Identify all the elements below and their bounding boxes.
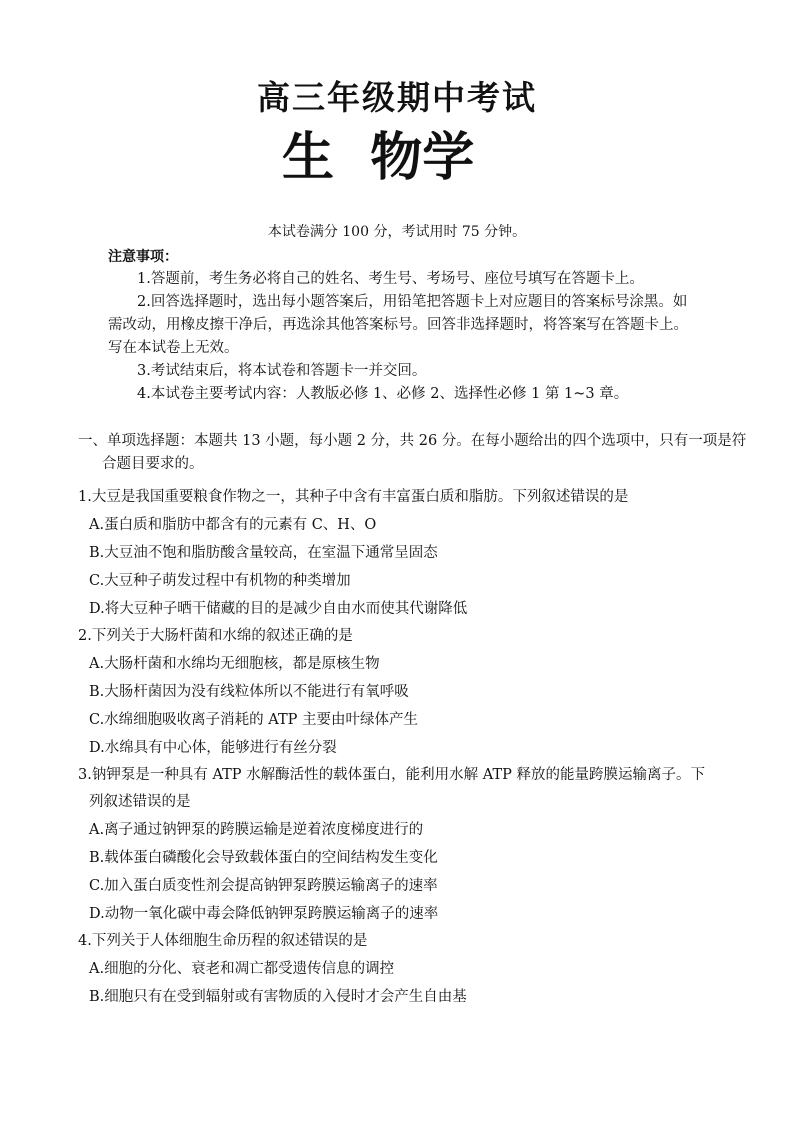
subject-title: 生 物学: [282, 128, 475, 188]
question-4: [78, 928, 718, 1011]
question-option-a: A.离子通过钠钾泵的跨膜运输是逆着浓度梯度进行的: [89, 822, 424, 838]
question-stem: 2.下列关于大肠杆菌和水绵的叙述正确的是: [78, 628, 353, 644]
section-instructions: 一、单项选择题：本题共 13 小题，每小题 2 分，共 26 分。在每小题给出的四个选项中，只有一项是符合题目要求的。: [78, 433, 747, 472]
section-header: [78, 430, 748, 476]
question-stem: 1.大豆是我国重要粮食作物之一，其种子中含有丰富蛋白质和脂肪。下列叙述错误的是: [78, 489, 629, 505]
question-option-a: A.细胞的分化、衰老和凋亡都受遗传信息的调控: [89, 961, 395, 977]
exam-title: 高三年级期中考试: [257, 78, 537, 117]
notice-heading: 注意事项：: [108, 249, 178, 265]
question-option-d: D.动物一氧化碳中毒会降低钠钾泵跨膜运输离子的速率: [89, 906, 439, 922]
question-stem: 3.钠钾泵是一种具有 ATP 水解酶活性的载体蛋白，能利用水解 ATP 释放的能量跨膜运输离子。下列叙述错误的是: [78, 767, 705, 810]
question-1: [78, 484, 718, 623]
question-option-d: D.水绵具有中心体，能够进行有丝分裂: [89, 740, 337, 756]
question-option-c: C.水绵细胞吸收离子消耗的 ATP 主要由叶绿体产生: [89, 712, 419, 728]
question-stem: 4.下列关于人体细胞生命历程的叙述错误的是: [78, 933, 368, 949]
question-option-b: B.大肠杆菌因为没有线粒体所以不能进行有氧呼吸: [89, 684, 409, 700]
score-info: 本试卷满分 100 分，考试用时 75 分钟。: [267, 224, 527, 240]
notice-item: 1.答题前，考生务必将自己的姓名、考生号、考场号、座位号填写在答题卡上。: [137, 271, 644, 287]
question-option-b: B.细胞只有在受到辐射或有害物质的入侵时才会产生自由基: [89, 989, 467, 1005]
question-option-c: C.加入蛋白质变性剂会提高钠钾泵跨膜运输离子的速率: [89, 878, 438, 894]
notice-item: 3.考试结束后，将本试卷和答题卡一并交回。: [137, 363, 427, 379]
question-list: [78, 484, 718, 1011]
notice-list: [108, 268, 694, 406]
question-option-a: A.大肠杆菌和水绵均无细胞核，都是原核生物: [89, 656, 380, 672]
notice-item: 2.回答选择题时，选出每小题答案后，用铅笔把答题卡上对应题目的答案标号涂黑。如需改动，用橡皮擦干净后，再选涂其他答案标号。回答非选择题时，将答案写在答题卡上。写在本试卷上无效。: [108, 294, 688, 356]
question-option-c: C.大豆种子萌发过程中有机物的种类增加: [89, 573, 351, 589]
question-3: [78, 762, 718, 928]
question-2: [78, 623, 718, 762]
question-option-a: A.蛋白质和脂肪中都含有的元素有 C、H、O: [89, 517, 377, 533]
question-option-b: B.载体蛋白磷酸化会导致载体蛋白的空间结构发生变化: [89, 850, 438, 866]
notice-item: 4.本试卷主要考试内容：人教版必修 1、必修 2、选择性必修 1 第 1~3 章。: [137, 386, 629, 402]
question-option-d: D.将大豆种子晒干储藏的目的是减少自由水而使其代谢降低: [89, 601, 468, 617]
question-option-b: B.大豆油不饱和脂肪酸含量较高，在室温下通常呈固态: [89, 545, 438, 561]
